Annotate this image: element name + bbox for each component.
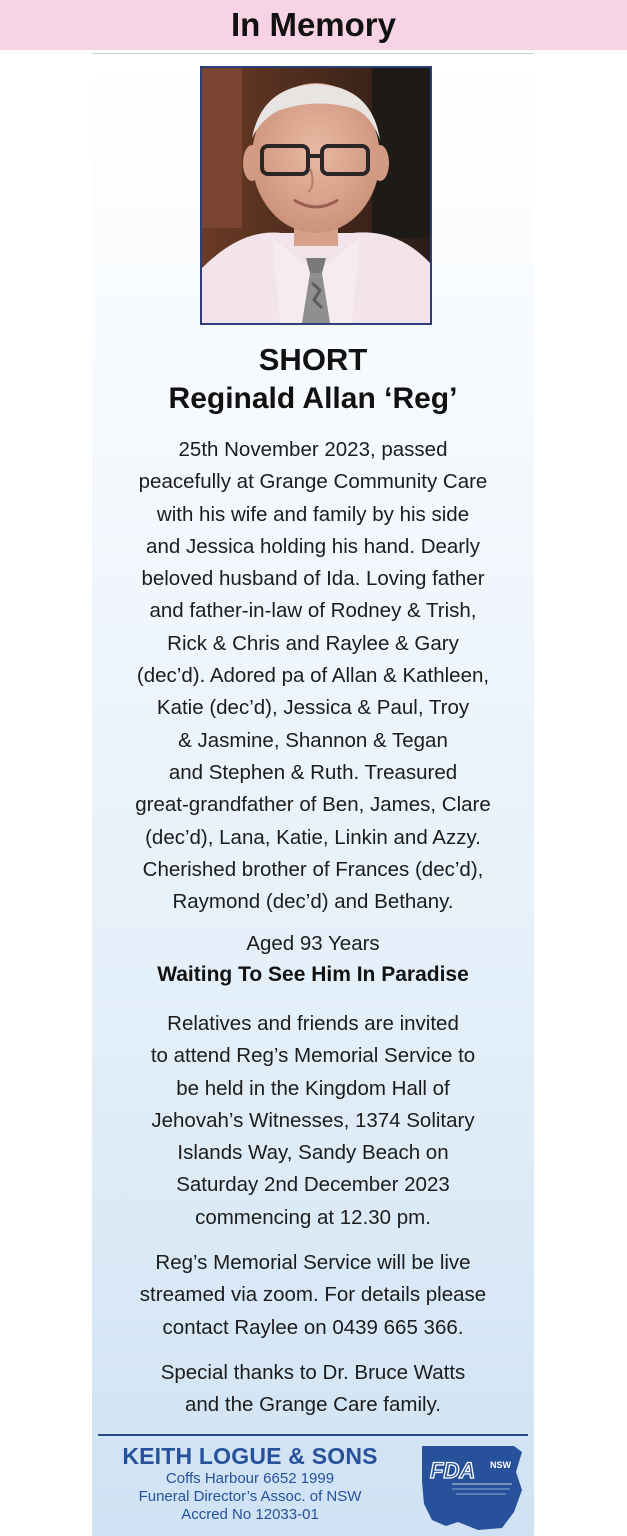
deceased-full-name: Reginald Allan ‘Reg’ — [168, 382, 458, 415]
obituary-line: with his wife and family by his side — [156, 502, 470, 526]
thanks-line: and the Grange Care family. — [185, 1393, 441, 1417]
livestream-details — [92, 1247, 534, 1344]
logo-fda-text: FDA — [430, 1458, 476, 1483]
header-divider — [92, 53, 534, 54]
memorial-notice — [92, 56, 534, 1536]
obituary-line: and Jessica holding his hand. Dearly — [146, 534, 480, 558]
obituary-line: peacefully at Grange Community Care — [138, 470, 488, 494]
obituary-line: and Stephen & Ruth. Treasured — [168, 760, 458, 784]
deceased-surname: SHORT — [258, 342, 368, 377]
service-line: Islands Way, Sandy Beach on — [177, 1141, 449, 1165]
service-line: to attend Reg’s Memorial Service to — [150, 1044, 476, 1068]
service-line: be held in the Kingdom Hall of — [176, 1076, 450, 1100]
obituary-line: Cherished brother of Frances (dec’d), — [142, 857, 484, 881]
livestream-line: Reg’s Memorial Service will be live — [155, 1251, 471, 1274]
livestream-line: streamed via zoom. For details please — [139, 1283, 487, 1307]
obituary-line: (dec’d), Lana, Katie, Linkin and Azzy. — [145, 825, 481, 849]
logo-region-text: NSW — [490, 1460, 511, 1470]
age-line: Aged 93 Years — [246, 932, 380, 955]
funeral-director-accreditation: Accred No 12033-01 — [181, 1506, 319, 1523]
funeral-director-phone: Coffs Harbour 6652 1999 — [165, 1470, 335, 1487]
obituary-line: Raymond (dec’d) and Bethany. — [172, 890, 454, 914]
portrait-photo — [200, 66, 432, 325]
service-line: Saturday 2nd December 2023 — [176, 1173, 450, 1197]
fda-nsw-logo-icon — [418, 1442, 526, 1534]
obituary-line: great-grandfather of Ben, James, Clare — [135, 793, 491, 817]
service-line: Relatives and friends are invited — [167, 1012, 459, 1035]
age-text — [92, 928, 534, 960]
page-header — [0, 0, 627, 50]
service-line: Jehovah’s Witnesses, 1374 Solitary — [151, 1108, 475, 1132]
service-line: commencing at 12.30 pm. — [195, 1205, 431, 1229]
obituary-line: and father-in-law of Rodney & Trish, — [149, 599, 477, 623]
service-details — [92, 1008, 534, 1234]
obituary-line: 25th November 2023, passed — [178, 438, 448, 461]
funeral-director-association: Funeral Director’s Assoc. of NSW — [138, 1488, 362, 1505]
obituary-line: (dec’d). Adored pa of Allan & Kathleen, — [136, 664, 490, 688]
funeral-director-block — [100, 1442, 400, 1524]
thanks-line: Special thanks to Dr. Bruce Watts — [160, 1361, 466, 1384]
livestream-line: contact Raylee on 0439 665 366. — [162, 1315, 464, 1339]
page-title: In Memory — [230, 6, 397, 43]
obituary-text — [92, 434, 534, 918]
obituary-line: & Jasmine, Shannon & Tegan — [178, 728, 448, 752]
obituary-line: Katie (dec’d), Jessica & Paul, Troy — [156, 696, 470, 720]
portrait-image — [202, 68, 430, 323]
obituary-line: Rick & Chris and Raylee & Gary — [167, 631, 459, 655]
thanks-text — [92, 1357, 534, 1422]
obituary-line: beloved husband of Ida. Loving father — [141, 567, 485, 591]
tribute-text: Waiting To See Him In Paradise — [157, 963, 469, 986]
footer-divider — [98, 1434, 528, 1436]
funeral-director-name: KEITH LOGUE & SONS — [122, 1443, 378, 1469]
